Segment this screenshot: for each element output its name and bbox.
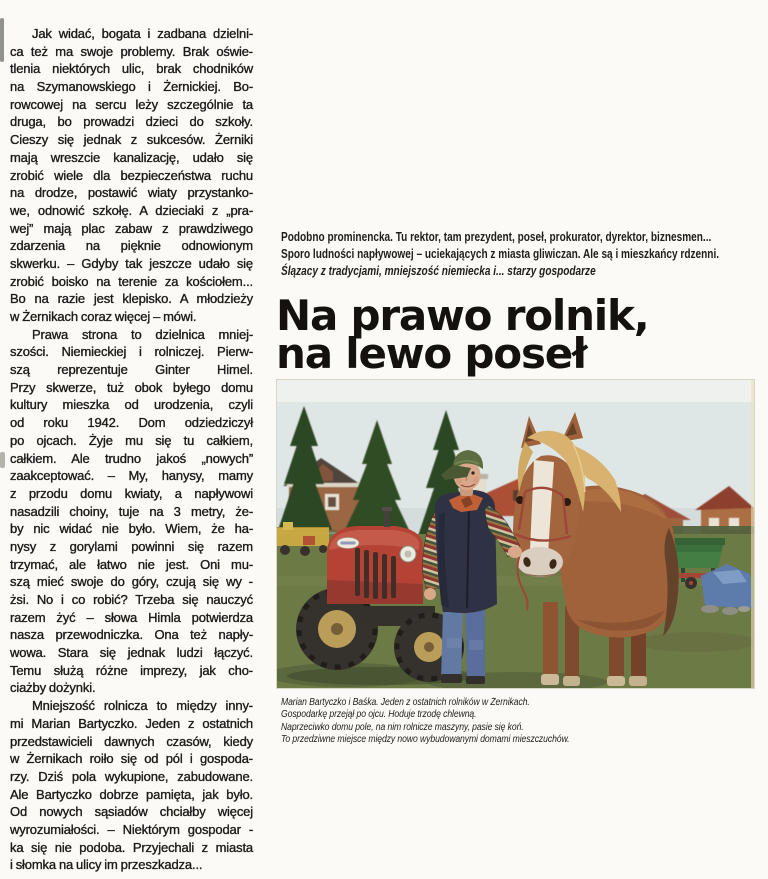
column-line: kultury mieszka od urodzenia, czyli — [10, 397, 253, 413]
column-line: po ojcach. Żyje mu się tu całkiem, — [10, 432, 253, 448]
column-line: szą reprezentuje Ginter Himel. — [10, 362, 253, 378]
headline — [276, 291, 649, 378]
column-line: i słomka na ulicy im przeszkadza... — [10, 857, 203, 873]
column-line: Prawa strona to dzielnica mniej- — [32, 326, 253, 342]
column-line: by nic widać nie było. Wiem, że ha- — [10, 521, 253, 537]
column-line: na Szymanowskiego i Żernickiej. Bo- — [10, 79, 253, 95]
column-line: w Żernikach roiło się od pól i gospoda- — [10, 751, 253, 767]
caption-block-line: Gospodarkę przejął po ojcu. Hoduje trzodę chlewną. — [281, 709, 477, 721]
column-line: zrobić wiele dla bezpieczeństwa ruchu — [10, 167, 253, 183]
column-line: wej” mają plac zabaw z prawdziwego — [10, 220, 253, 236]
column-line: skwerku. – Gdyby tak jeszcze udało się — [10, 255, 253, 271]
scan-artifact — [0, 18, 4, 62]
column-line: zrobić boisko na terenie za kościołem... — [10, 273, 253, 289]
column-line: nasadzili choiny, tuje na 3 metry, że- — [10, 503, 253, 519]
scan-artifact — [0, 452, 5, 468]
column-line: Jak widać, bogata i zadbana dzielni- — [32, 26, 253, 41]
caption-block-line: Marian Bartyczko i Baśka. Jeden z ostatnich rolników w Żernikach. — [281, 697, 530, 708]
column-line: mi Marian Bartyczko. Jeden z ostatnich — [10, 715, 253, 731]
column-line: nasza przewodniczka. Ona też napły- — [10, 627, 253, 643]
article-photo — [277, 380, 754, 688]
column-line: w Żernikach coraz więcej – mówi. — [10, 309, 197, 324]
intro-block-line: Sporo ludności napływowej – uciekających z miasta gliwiczan. Ale są i mieszkańcy rdzenni. — [281, 247, 720, 262]
column-line: mają wreszcie kanalizację, udało się — [10, 149, 253, 165]
caption-block-line: Naprzeciwko domu pole, na nim rolnicze maszyny, pasie się koń. — [281, 721, 524, 733]
column-line: szości. Niemieckiej i rolniczej. Pierw- — [10, 344, 253, 360]
column-line: nysy z gorylami powinni się razem — [10, 538, 253, 554]
column-line: na drodze, postawić wiaty przystanko- — [10, 185, 253, 201]
column-line: Przy skwerze, tuż obok byłego domu — [10, 379, 253, 395]
photo-edge-artifact — [751, 380, 754, 688]
photo-canvas — [277, 380, 754, 688]
intro-block-line: Ślązacy z tradycjami, mniejszość niemiecka i... starzy gospodarze — [281, 264, 596, 279]
caption-block-line: To przedziwne miejsce między nowo wybudowanymi domami mieszczuchów. — [281, 734, 570, 746]
column-line: Mniejszość rolnicza to między inny- — [32, 698, 253, 714]
column-line: Bo na razie jest klepisko. A młodzieży — [10, 291, 253, 307]
column-line: we, odnowić szkołę. A dzieciaki z „pra- — [10, 202, 253, 218]
column-line: ca też ma swoje problemy. Brak oświe- — [10, 43, 253, 59]
headline-line-1: Na prawo rolnik, — [276, 291, 649, 340]
column-line: szą mieć swoje do góry, czują się wy - — [10, 574, 253, 590]
column-line: druga, bo prowadzi dzieci do szkoły. — [10, 114, 253, 130]
left-column — [10, 25, 253, 874]
column-line: wyrozumiałości. – Niektórym gospodar - — [10, 821, 253, 837]
column-line: Ale Bartyczko dobrze pamięta, jak było. — [10, 786, 253, 802]
column-line: trzymać, ale łatwo nie jest. Oni mu- — [10, 556, 253, 572]
column-line: zdarzenia na pięknie odnowionym — [10, 238, 253, 254]
column-line: ka się nie podoba. Przyjechali z miasta — [10, 839, 253, 855]
column-line: przedstawicieli dawnych czasów, kiedy — [10, 733, 253, 749]
column-line: wowa. Stara się jednak ludzi łączyć. — [10, 645, 253, 661]
column-line: całkiem. Ale trudno jakoś „nowych” — [10, 450, 253, 466]
column-line: Od nowych sąsiadów chciałby więcej — [10, 804, 253, 820]
column-line: żsi. No i co robić? Trzeba się nauczyć — [10, 592, 253, 607]
headline-line-2: na lewo poseł — [276, 329, 587, 378]
column-line: Temu służą różne imprezy, jak cho- — [10, 662, 253, 678]
column-line: z przodu domu kwiaty, a napływowi — [10, 485, 253, 501]
column-line: ciażby dożynki. — [10, 680, 96, 696]
column-line: razem żyć – słowa Himla potwierdza — [10, 609, 253, 625]
caption-block — [281, 697, 598, 747]
column-line: rowcowej na sercu leży szczególnie ta — [10, 96, 253, 112]
column-line: od roku 1942. Dom odziedziczył — [10, 415, 253, 431]
intro-block-line: Podobno prominencka. Tu rektor, tam prezydent, poseł, prokurator, dyrektor, biznesmen... — [281, 230, 712, 244]
column-line: zaakceptować. – My, hanysy, mamy — [10, 468, 253, 484]
scan-tint — [277, 380, 754, 688]
column-line: Cieszy się jednak z sukcesów. Żerniki — [10, 132, 253, 148]
column-line: tlenia niektórych ulic, brak chodników — [10, 61, 253, 77]
intro-block — [281, 229, 768, 281]
column-line: rzy. Dziś pola wykupione, zabudowane. — [10, 768, 253, 784]
